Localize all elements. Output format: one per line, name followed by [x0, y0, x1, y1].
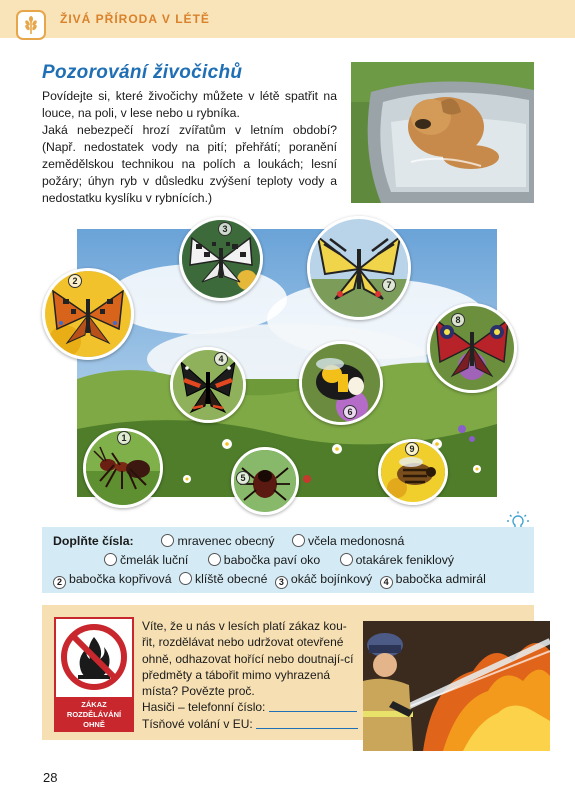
firefighters-label: Hasiči – telefonní číslo: — [142, 700, 266, 715]
answer-option[interactable] — [275, 572, 372, 589]
option-label: čmelák luční — [120, 553, 189, 567]
page-number: 28 — [43, 770, 58, 785]
answer-circle[interactable] — [104, 553, 117, 566]
option-label: otakárek feniklový — [355, 553, 455, 567]
answer-circle[interactable]: 2 — [53, 576, 66, 589]
answer-circle[interactable]: 4 — [380, 576, 393, 589]
wheat-icon — [16, 10, 46, 40]
photo-number: 7 — [382, 278, 396, 292]
insect-photo-2 — [42, 268, 134, 360]
intro-paragraph: Povídejte si, které živočichy můžete v létě spatřit na louce, na poli, v lese nebo u rybníka. — [42, 89, 337, 120]
option-label: včela medonosná — [307, 534, 405, 548]
option-label: babočka paví oko — [223, 553, 321, 567]
answer-circle[interactable] — [292, 534, 305, 547]
insect-photo-6 — [299, 341, 383, 425]
insect-photo-8 — [427, 303, 517, 393]
intro-text — [42, 88, 337, 207]
exercise-label: Doplňte čísla: — [53, 534, 134, 548]
insect-photo-4 — [170, 347, 246, 423]
photo-number: 3 — [218, 222, 232, 236]
sign-line: ROZDĚLÁVÁNÍ — [66, 710, 122, 719]
fire-question: Víte, že u nás v lesích platí zákaz kou-řit, rozdělávat nebo udržovat otevřené ohně, odhazovat hořící nebo doutnají-cí předměty a tábořit mimo vyhrazená místa? Povězte proč. — [142, 619, 354, 699]
photo-number: 9 — [405, 442, 419, 456]
dog-in-water-photo — [351, 62, 534, 203]
sign-line: ZÁKAZ — [81, 700, 107, 709]
option-label: mravenec obecný — [177, 534, 275, 548]
sign-line: OHNĚ — [83, 720, 105, 729]
emergency-label: Tísňové volání v EU: — [142, 716, 253, 731]
chapter-title: ŽIVÁ PŘÍRODA V LÉTĚ — [60, 12, 210, 26]
fire-info-text — [142, 618, 360, 732]
answer-option[interactable] — [179, 572, 267, 586]
answer-option[interactable] — [53, 572, 172, 589]
option-label: okáč bojínkový — [290, 572, 373, 586]
firefighters-line — [142, 699, 360, 715]
photo-number: 2 — [68, 274, 82, 288]
photo-number: 5 — [236, 471, 250, 485]
option-label: klíště obecné — [194, 572, 268, 586]
answer-circle[interactable] — [179, 572, 192, 585]
photo-number: 6 — [343, 405, 357, 419]
answer-circle[interactable]: 3 — [275, 576, 288, 589]
firefighter-photo — [363, 621, 550, 751]
answer-circle[interactable] — [340, 553, 353, 566]
answer-option[interactable] — [292, 534, 404, 548]
no-fire-icon — [56, 619, 132, 695]
insect-photo-7 — [307, 216, 411, 320]
exercise-box — [42, 527, 534, 593]
answer-option[interactable] — [340, 553, 454, 567]
answer-circle[interactable] — [208, 553, 221, 566]
answer-circle[interactable] — [161, 534, 174, 547]
emergency-number-blank[interactable] — [256, 718, 358, 729]
option-label: babočka admirál — [395, 572, 486, 586]
section-title: Pozorování živočichů — [42, 62, 243, 83]
answer-option[interactable] — [104, 553, 188, 567]
photo-number: 4 — [214, 352, 228, 366]
intro-paragraph: Jaká nebezpečí hrozí zvířatům v letním období? (Např. nedostatek vody na pití; přehřátí; poranění zemědělskou technikou na polích a loukách; lesní požáry; úhyn ryb v důsledku zvýšení teploty vody a nedostatku kyslíku v rybnících.) — [42, 123, 337, 205]
firefighters-number-blank[interactable] — [269, 701, 357, 712]
sign-caption — [56, 697, 132, 731]
answer-option[interactable] — [161, 534, 274, 548]
answer-option[interactable] — [380, 572, 486, 589]
answer-option[interactable] — [208, 553, 320, 567]
option-label: babočka kopřivová — [69, 572, 172, 586]
photo-number: 1 — [117, 431, 131, 445]
emergency-line — [142, 716, 360, 732]
no-fire-sign — [54, 617, 134, 732]
photo-number: 8 — [451, 313, 465, 327]
